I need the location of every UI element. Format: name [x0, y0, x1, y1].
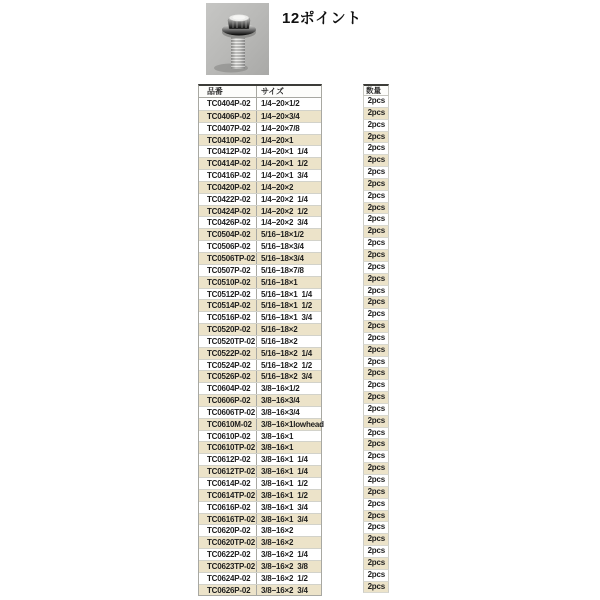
table-row	[199, 157, 321, 169]
quantity-cell: 2pcs	[363, 570, 389, 582]
table-row	[199, 122, 321, 134]
size-cell: 1/4−20×1 3/4	[261, 171, 308, 181]
part-number-cell: TC0526P-02	[199, 371, 257, 382]
quantity-cell: 2pcs	[363, 155, 389, 167]
quantity-cell: 2pcs	[363, 428, 389, 440]
table-row	[199, 382, 321, 394]
quantity-cell: 2pcs	[363, 297, 389, 309]
table-row	[199, 311, 321, 323]
size-cell: 5/16−18×1 3/4	[261, 313, 313, 323]
table-row	[199, 240, 321, 252]
part-number-cell: TC0407P-02	[199, 123, 257, 134]
quantity-cell: 2pcs	[363, 345, 389, 357]
part-number-cell: TC0616TP-02	[199, 514, 257, 525]
part-number-cell: TC0604P-02	[199, 383, 257, 394]
quantity-cell: 2pcs	[363, 286, 389, 298]
table-row	[199, 288, 321, 300]
size-cell: 1/4−20×2 1/4	[261, 194, 308, 204]
table-row	[199, 299, 321, 311]
part-number-cell: TC0422P-02	[199, 194, 257, 205]
table-row	[199, 110, 321, 122]
part-number-cell: TC0623TP-02	[199, 561, 257, 572]
quantity-cell: 2pcs	[363, 392, 389, 404]
table-row	[199, 228, 321, 240]
size-cell: 3/8−16×2 1/4	[261, 550, 308, 560]
part-number-cell: TC0410P-02	[199, 135, 257, 146]
quantity-cell: 2pcs	[363, 522, 389, 534]
size-cell: 3/8−16×2 3/4	[261, 585, 308, 595]
part-number-cell: TC0404P-02	[199, 98, 257, 110]
part-number-cell: TC0524P-02	[199, 360, 257, 371]
table-row	[199, 584, 321, 596]
size-cell: 1/4−20×1 1/4	[261, 147, 308, 157]
part-number-cell: TC0406P-02	[199, 111, 257, 122]
part-number-cell: TC0414P-02	[199, 158, 257, 169]
size-cell: 3/8−16×3/4	[261, 407, 300, 417]
table-row	[199, 276, 321, 288]
size-cell: 3/8−16×2 3/8	[261, 561, 308, 571]
quantity-cell: 2pcs	[363, 96, 389, 108]
table-row	[199, 193, 321, 205]
part-number-cell: TC0606P-02	[199, 395, 257, 406]
part-number-cell: TC0614TP-02	[199, 490, 257, 501]
part-number-cell: TC0610P-02	[199, 431, 257, 442]
size-cell: 1/4−20×1/2	[261, 99, 300, 108]
table-row	[199, 548, 321, 560]
table-row	[199, 418, 324, 430]
part-number-cell: TC0426P-02	[199, 217, 257, 228]
quantity-cell: 2pcs	[363, 143, 389, 155]
quantity-cell: 2pcs	[363, 368, 389, 380]
size-cell: 1/4−20×1	[261, 135, 294, 145]
quantity-cell: 2pcs	[363, 120, 389, 132]
quantity-cell: 2pcs	[363, 238, 389, 250]
quantity-cell: 2pcs	[363, 404, 389, 416]
size-cell: 5/16−18×7/8	[261, 265, 304, 275]
table-row	[199, 370, 321, 382]
part-number-cell: TC0626P-02	[199, 585, 257, 596]
size-cell: 5/16−18×2 1/2	[261, 360, 313, 370]
part-number-cell: TC0612P-02	[199, 454, 257, 465]
size-cell: 3/8−16×1/2	[261, 384, 300, 394]
part-number-cell: TC0612TP-02	[199, 466, 257, 477]
part-number-cell: TC0622P-02	[199, 549, 257, 560]
quantity-cell: 2pcs	[363, 226, 389, 238]
size-cell: 1/4−20×3/4	[261, 111, 300, 121]
twelve-point-flange-bolt-photo	[206, 3, 269, 75]
part-number-cell: TC0512P-02	[199, 289, 257, 300]
size-cell: 5/16−18×2 3/4	[261, 372, 313, 382]
quantity-cell: 2pcs	[363, 416, 389, 428]
table-row	[199, 134, 321, 146]
part-number-cell: TC0610TP-02	[199, 442, 257, 453]
part-number-cell: TC0514P-02	[199, 300, 257, 311]
part-number-cell: TC0510P-02	[199, 277, 257, 288]
table-row	[199, 252, 321, 264]
size-cell: 1/4−20×1 1/2	[261, 159, 308, 169]
quantity-cell: 2pcs	[363, 167, 389, 179]
part-number-cell: TC0624P-02	[199, 573, 257, 584]
size-cell: 3/8−16×2	[261, 538, 294, 548]
table-row	[199, 394, 321, 406]
quantity-cell: 2pcs	[363, 463, 389, 475]
quantity-cell: 2pcs	[363, 309, 389, 321]
part-number-cell: TC0412P-02	[199, 146, 257, 157]
part-number-cell: TC0516P-02	[199, 312, 257, 323]
quantity-cell: 2pcs	[363, 511, 389, 523]
size-cell: 3/8−16×1 3/4	[261, 502, 308, 512]
size-cell: 5/16−18×1 1/2	[261, 301, 313, 311]
part-number-cell: TC0506TP-02	[199, 253, 257, 264]
quantity-column	[363, 84, 389, 593]
quantity-cell: 2pcs	[363, 132, 389, 144]
size-cell: 5/16−18×1/2	[261, 230, 304, 240]
size-cell: 5/16−18×3/4	[261, 253, 304, 263]
col-header-size: サイズ	[261, 87, 284, 96]
size-cell: 3/8−16×1lowhead	[261, 419, 324, 429]
size-cell: 3/8−16×1 1/2	[261, 490, 308, 500]
col-header-part-number: 品番	[199, 86, 257, 97]
size-cell: 1/4−20×2 1/2	[261, 206, 308, 216]
part-number-cell: TC0620P-02	[199, 525, 257, 536]
quantity-cell: 2pcs	[363, 357, 389, 369]
parts-table-body	[199, 98, 324, 595]
table-row	[199, 430, 321, 442]
table-row	[199, 477, 321, 489]
size-cell: 3/8−16×3/4	[261, 396, 300, 406]
quantity-cell: 2pcs	[363, 475, 389, 487]
table-row	[199, 453, 321, 465]
product-photo	[206, 3, 269, 75]
table-row	[199, 264, 321, 276]
quantity-cell: 2pcs	[363, 108, 389, 120]
quantity-cell: 2pcs	[363, 191, 389, 203]
parts-table-header	[199, 86, 321, 98]
table-row	[199, 489, 321, 501]
size-cell: 5/16−18×3/4	[261, 242, 304, 252]
quantity-cell: 2pcs	[363, 250, 389, 262]
quantity-cell: 2pcs	[363, 499, 389, 511]
size-cell: 1/4−20×2	[261, 182, 294, 192]
table-row	[199, 513, 321, 525]
part-number-cell: TC0507P-02	[199, 265, 257, 276]
part-number-cell: TC0620TP-02	[199, 537, 257, 548]
table-row	[199, 347, 321, 359]
table-row	[199, 465, 321, 477]
quantity-cell: 2pcs	[363, 274, 389, 286]
quantity-cell: 2pcs	[363, 214, 389, 226]
table-row	[199, 441, 321, 453]
quantity-cell: 2pcs	[363, 439, 389, 451]
part-number-cell: TC0520TP-02	[199, 336, 257, 347]
quantity-cell: 2pcs	[363, 582, 389, 594]
quantity-cell: 2pcs	[363, 534, 389, 546]
part-number-cell: TC0504P-02	[199, 229, 257, 240]
quantity-cell: 2pcs	[363, 546, 389, 558]
part-number-cell: TC0522P-02	[199, 348, 257, 359]
part-number-cell: TC0610M-02	[199, 419, 257, 430]
table-row	[199, 536, 321, 548]
product-type-label: 12ポイント	[282, 10, 362, 27]
table-row	[199, 216, 321, 228]
table-row	[199, 335, 321, 347]
table-row	[199, 501, 321, 513]
part-number-cell: TC0606TP-02	[199, 407, 257, 418]
size-cell: 3/8−16×1	[261, 431, 294, 441]
size-cell: 3/8−16×1 3/4	[261, 514, 308, 524]
table-row	[199, 181, 321, 193]
quantity-cell: 2pcs	[363, 380, 389, 392]
part-number-cell: TC0424P-02	[199, 206, 257, 217]
size-cell: 5/16−18×1 1/4	[261, 289, 313, 299]
quantity-cell: 2pcs	[363, 451, 389, 463]
size-cell: 1/4−20×7/8	[261, 123, 300, 133]
table-row	[199, 169, 321, 181]
size-cell: 3/8−16×2	[261, 526, 294, 536]
size-cell: 1/4−20×2 3/4	[261, 218, 308, 228]
parts-table	[198, 84, 322, 596]
quantity-cell: 2pcs	[363, 333, 389, 345]
size-cell: 5/16−18×2 1/4	[261, 348, 313, 358]
quantity-column-body	[363, 96, 389, 593]
size-cell: 3/8−16×1 1/2	[261, 479, 308, 488]
table-row	[199, 323, 321, 335]
quantity-cell: 2pcs	[363, 487, 389, 499]
table-row	[199, 205, 321, 217]
table-row	[199, 145, 321, 157]
size-cell: 5/16−18×2	[261, 325, 298, 335]
size-cell: 3/8−16×1	[261, 443, 294, 453]
table-row	[199, 406, 321, 418]
table-row	[199, 524, 321, 536]
part-number-cell: TC0416P-02	[199, 170, 257, 181]
part-number-cell: TC0506P-02	[199, 241, 257, 252]
table-row	[199, 359, 321, 371]
quantity-cell: 2pcs	[363, 203, 389, 215]
size-cell: 3/8−16×2 1/2	[261, 573, 308, 583]
quantity-cell: 2pcs	[363, 262, 389, 274]
part-number-cell: TC0616P-02	[199, 502, 257, 513]
size-cell: 3/8−16×1 1/4	[261, 455, 308, 465]
table-row	[199, 98, 321, 110]
col-header-quantity: 数量	[363, 84, 389, 96]
table-row	[199, 572, 321, 584]
size-cell: 5/16−18×2	[261, 336, 298, 346]
quantity-cell: 2pcs	[363, 321, 389, 333]
part-number-cell: TC0520P-02	[199, 324, 257, 335]
part-number-cell: TC0614P-02	[199, 478, 257, 489]
table-row	[199, 560, 321, 572]
part-number-cell: TC0420P-02	[199, 182, 257, 193]
quantity-cell: 2pcs	[363, 558, 389, 570]
size-cell: 5/16−18×1	[261, 277, 298, 287]
quantity-cell: 2pcs	[363, 179, 389, 191]
size-cell: 3/8−16×1 1/4	[261, 467, 308, 477]
